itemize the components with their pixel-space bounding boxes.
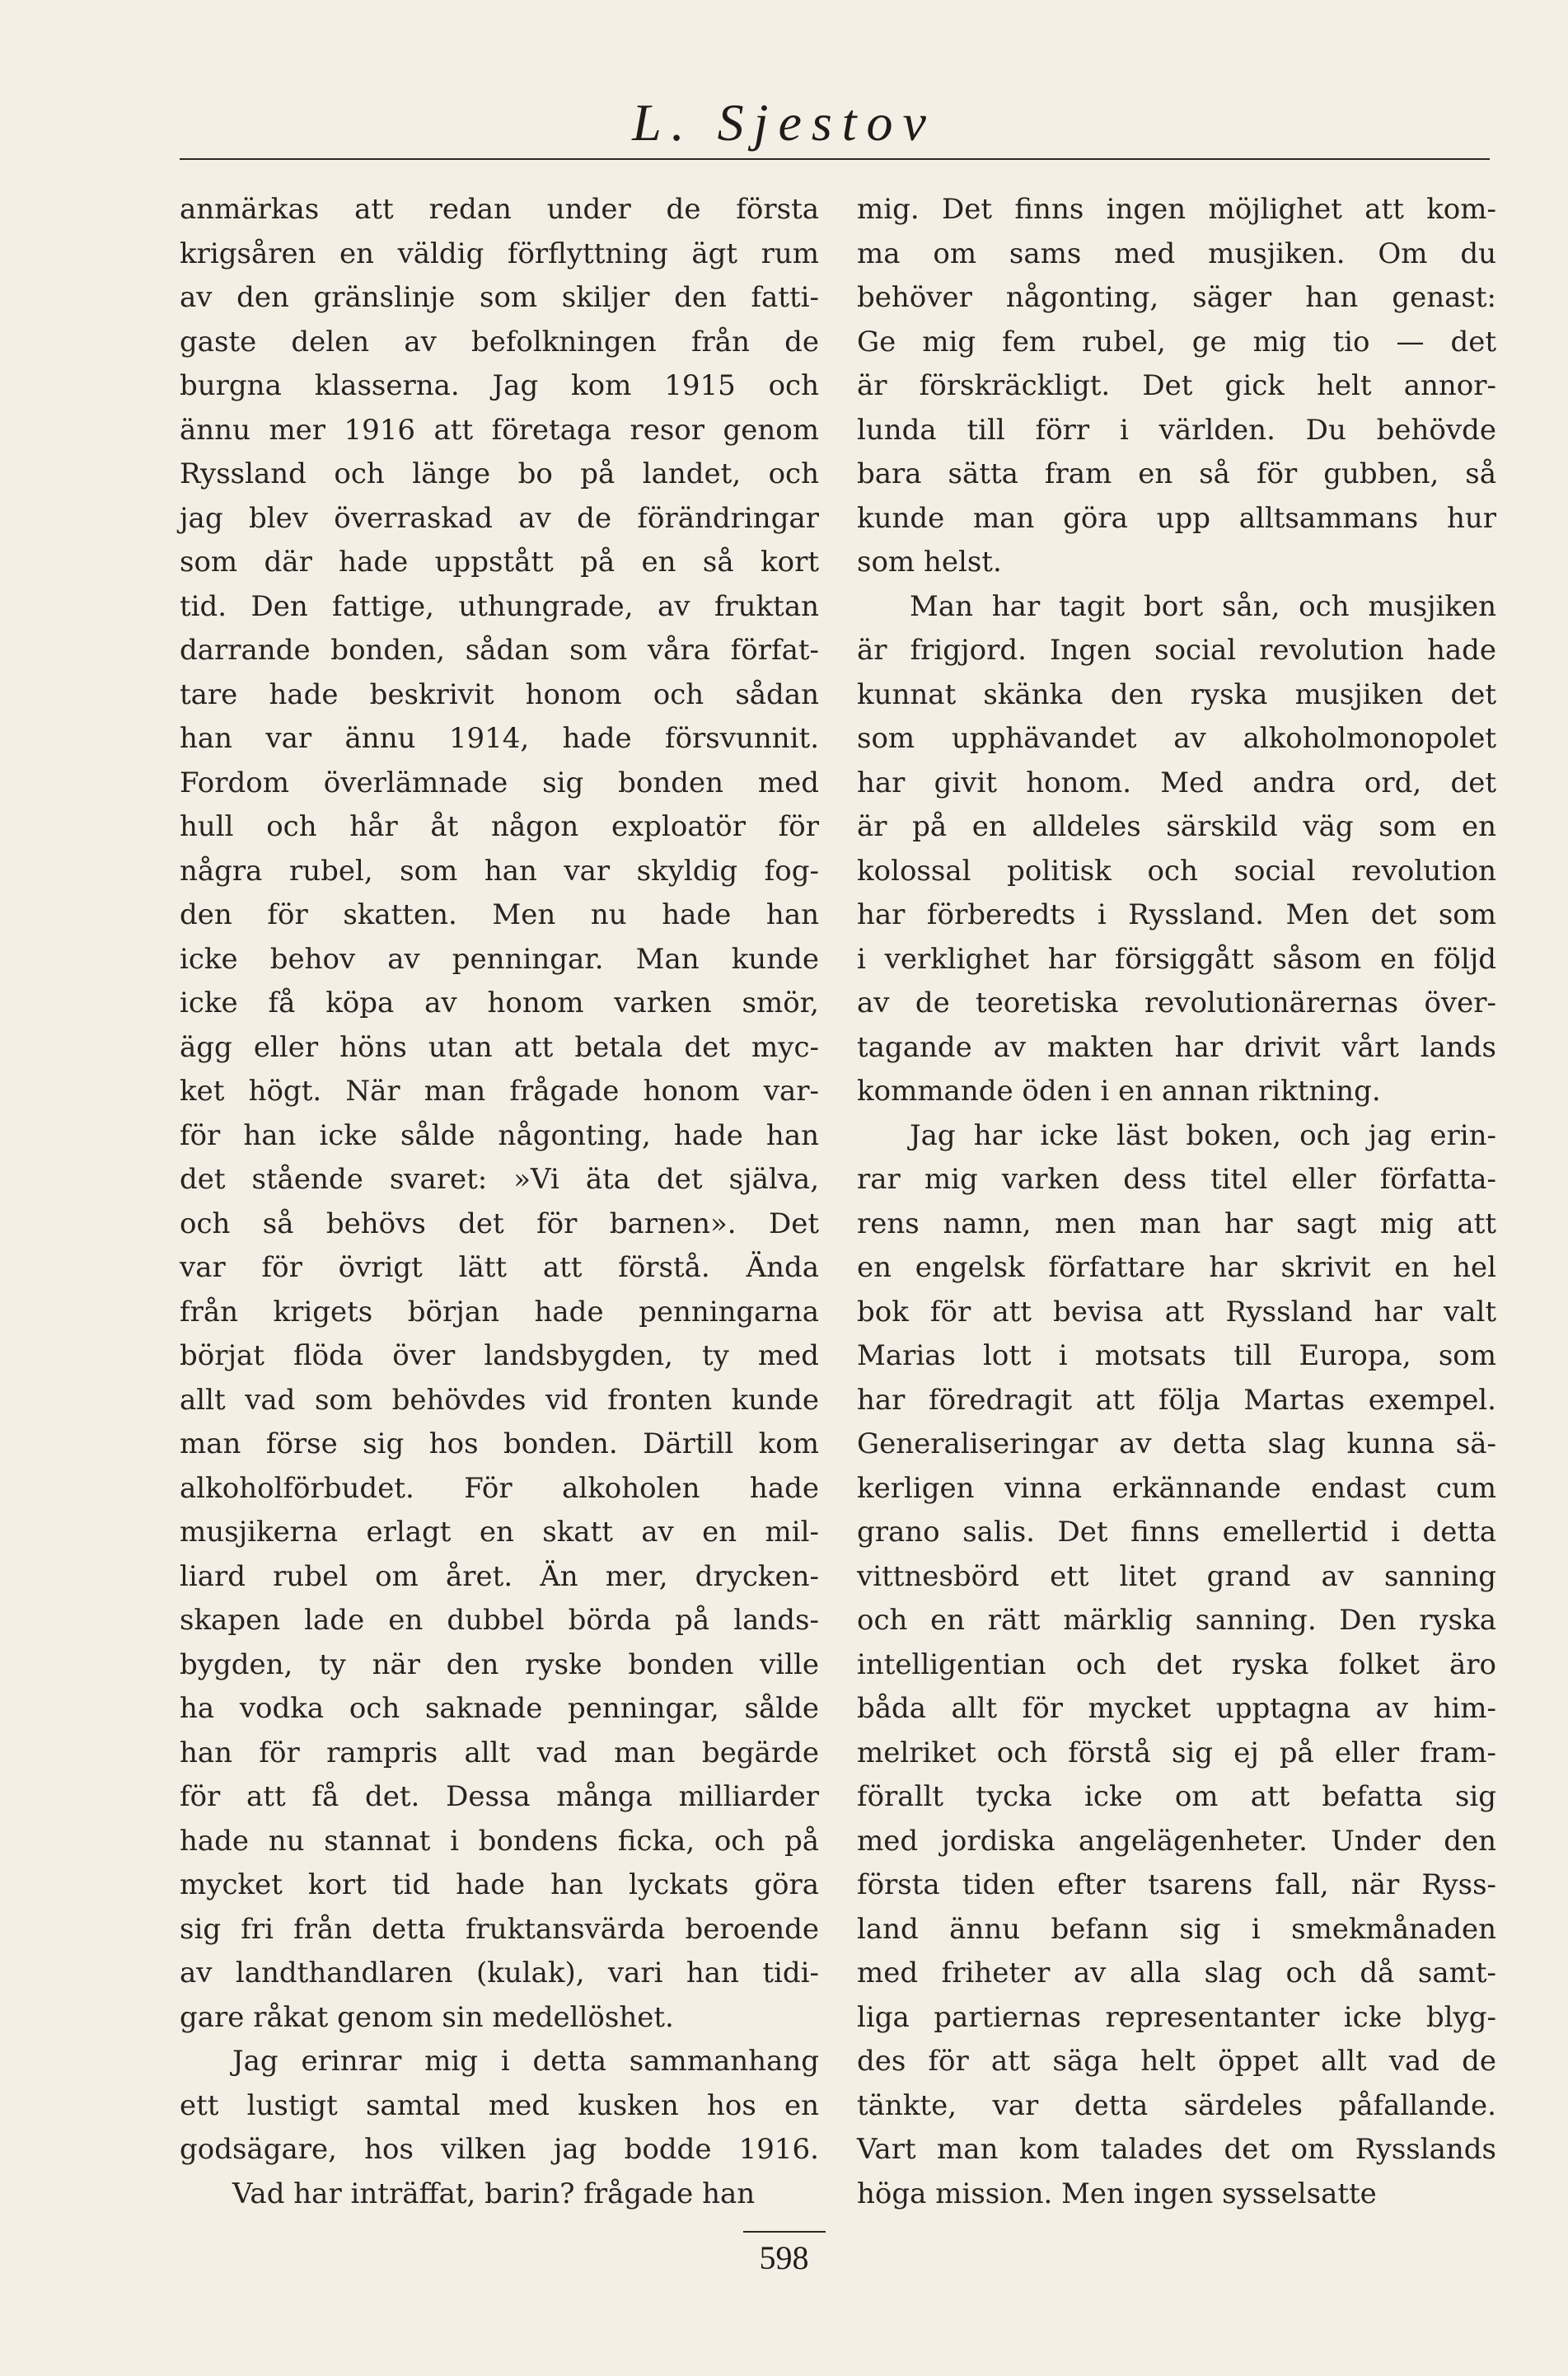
text-line: tänkte, var detta särdeles påfallande. <box>857 2088 1496 2122</box>
text-line: ännu mer 1916 att företaga resor genom <box>180 413 819 447</box>
text-line: skapen lade en dubbel börda på lands- <box>180 1604 819 1637</box>
text-line: rens namn, men man har sagt mig att <box>857 1207 1496 1240</box>
text-line: burgna klasserna. Jag kom 1915 och <box>180 369 819 402</box>
text-line: börjat flöda över landsbygden, ty med <box>180 1339 819 1372</box>
right-text-column <box>857 188 1496 2216</box>
text-line: av de teoretiska revolutionärernas över- <box>857 986 1496 1019</box>
text-line: melriket och förstå sig ej på eller fram- <box>857 1736 1496 1769</box>
text-line: Jag erinrar mig i detta sammanhang <box>232 2045 819 2078</box>
text-line: liga partiernas representanter icke blyg- <box>857 2000 1496 2034</box>
text-line: allt vad som behövdes vid fronten kunde <box>180 1383 819 1417</box>
text-line: kolossal politisk och social revolution <box>857 854 1496 888</box>
text-line: och så behövs det för barnen». Det <box>180 1207 819 1240</box>
text-line: bygden, ty när den ryske bonden ville <box>180 1647 819 1681</box>
text-line: tid. Den fattige, uthungrade, av fruktan <box>180 589 819 623</box>
text-line: är frigjord. Ingen social revolution hade <box>857 634 1496 667</box>
text-line: med jordiska angelägenheter. Under den <box>857 1824 1496 1858</box>
text-line: gaste delen av befolkningen från de <box>180 325 819 359</box>
text-line: var för övrigt lätt att förstå. Ända <box>180 1251 819 1284</box>
text-line: ha vodka och saknade penningar, sålde <box>180 1692 819 1725</box>
text-line: man förse sig hos bonden. Därtill kom <box>180 1427 819 1460</box>
text-line: kunnat skänka den ryska musjiken det <box>857 677 1496 711</box>
text-line: vittnesbörd ett litet grand av sanning <box>857 1559 1496 1593</box>
text-line: Ge mig fem rubel, ge mig tio — det <box>857 325 1496 359</box>
text-line: kommande öden i en annan riktning. <box>857 1075 1381 1108</box>
text-line: som där hade uppstått på en så kort <box>180 546 819 579</box>
text-line: i verklighet har försiggått såsom en följd <box>857 942 1496 976</box>
text-line: av den gränslinje som skiljer den fatti- <box>180 281 819 314</box>
text-line: har förberedts i Ryssland. Men det som <box>857 898 1496 931</box>
text-line: båda allt för mycket upptagna av him- <box>857 1692 1496 1725</box>
text-line: och en rätt märklig sanning. Den ryska <box>857 1604 1496 1637</box>
text-line: hull och hår åt någon exploatör för <box>180 810 819 843</box>
text-line: bara sätta fram en så för gubben, så <box>857 457 1496 490</box>
text-line: det stående svaret: »Vi äta det själva, <box>180 1163 819 1196</box>
text-line: är förskräckligt. Det gick helt annor- <box>857 369 1496 402</box>
text-line: Jag har icke läst boken, och jag erin- <box>910 1118 1496 1152</box>
text-line: Vad har inträffat, barin? frågade han <box>232 2177 756 2210</box>
text-line: darrande bonden, sådan som våra förfat- <box>180 634 819 667</box>
text-line: en engelsk författare har skrivit en hel <box>857 1251 1496 1284</box>
header-rule <box>180 158 1490 160</box>
text-line: kerligen vinna erkännande endast cum <box>857 1471 1496 1505</box>
text-line: den för skatten. Men nu hade han <box>180 898 819 931</box>
text-line: han var ännu 1914, hade försvunnit. <box>180 722 819 755</box>
text-line: icke behov av penningar. Man kunde <box>180 942 819 976</box>
text-line: för att få det. Dessa många milliarder <box>180 1780 819 1813</box>
text-line: kunde man göra upp alltsammans hur <box>857 501 1496 535</box>
left-text-column <box>180 188 819 2216</box>
text-line: med friheter av alla slag och då samt- <box>857 1957 1496 1989</box>
text-line: alkoholförbudet. För alkoholen hade <box>180 1471 819 1505</box>
text-line: land ännu befann sig i smekmånaden <box>857 1912 1496 1946</box>
text-line: från krigets början hade penningarna <box>180 1295 819 1329</box>
text-line: tare hade beskrivit honom och sådan <box>180 677 819 711</box>
text-line: godsägare, hos vilken jag bodde 1916. <box>180 2133 819 2166</box>
text-line: intelligentian och det ryska folket äro <box>857 1647 1496 1681</box>
text-line: ägg eller höns utan att betala det myc- <box>180 1030 819 1064</box>
text-line: tagande av makten har drivit vårt lands <box>857 1030 1496 1064</box>
text-line: Man har tagit bort sån, och musjiken <box>910 589 1496 623</box>
page-number: 598 <box>759 2239 809 2276</box>
text-line: mycket kort tid hade han lyckats göra <box>180 1868 819 1901</box>
text-line: ket högt. När man frågade honom var- <box>180 1075 819 1108</box>
text-line: liard rubel om året. Än mer, drycken- <box>180 1559 819 1593</box>
text-line: behöver någonting, säger han genast: <box>857 281 1496 314</box>
text-line: av landthandlaren (kulak), vari han tidi- <box>180 1957 819 1989</box>
text-line: lunda till förr i världen. Du behövde <box>857 413 1496 447</box>
text-line: han för rampris allt vad man begärde <box>180 1736 819 1769</box>
text-line: som helst. <box>857 546 1002 579</box>
text-line: rar mig varken dess titel eller författa- <box>857 1163 1496 1196</box>
text-line: ma om sams med musjiken. Om du <box>857 237 1496 270</box>
text-line: jag blev överraskad av de förändringar <box>180 501 819 535</box>
text-line: är på en alldeles särskild väg som en <box>857 810 1496 843</box>
page-number-rule <box>743 2231 826 2233</box>
text-line: gare råkat genom sin medellöshet. <box>180 2000 674 2034</box>
text-line: icke få köpa av honom varken smör, <box>180 986 819 1019</box>
text-line: för han icke sålde någonting, hade han <box>180 1118 819 1152</box>
text-line: sig fri från detta fruktansvärda beroende <box>180 1912 819 1946</box>
text-line: ett lustigt samtal med kusken hos en <box>180 2088 819 2122</box>
text-line: anmärkas att redan under de första <box>180 193 819 226</box>
text-line: des för att säga helt öppet allt vad de <box>857 2045 1496 2078</box>
text-line: några rubel, som han var skyldig fog- <box>180 854 819 888</box>
text-line: har givit honom. Med andra ord, det <box>857 766 1496 799</box>
text-line: höga mission. Men ingen sysselsatte <box>857 2177 1377 2210</box>
text-line: musjikerna erlagt en skatt av en mil- <box>180 1516 819 1549</box>
text-line: Generaliseringar av detta slag kunna sä- <box>857 1427 1496 1460</box>
text-line: Vart man kom talades det om Rysslands <box>857 2133 1496 2166</box>
text-line: grano salis. Det finns emellertid i detta <box>857 1516 1496 1549</box>
text-line: har föredragit att följa Martas exempel. <box>857 1383 1496 1417</box>
text-line: som upphävandet av alkoholmonopolet <box>857 722 1496 755</box>
text-line: Fordom överlämnade sig bonden med <box>180 766 819 799</box>
text-line: första tiden efter tsarens fall, när Ryss- <box>857 1868 1496 1901</box>
text-line: bok för att bevisa att Ryssland har valt <box>857 1295 1496 1329</box>
text-line: mig. Det finns ingen möjlighet att kom- <box>857 193 1496 226</box>
running-head: L. Sjestov <box>632 93 936 152</box>
text-line: hade nu stannat i bondens ficka, och på <box>180 1824 819 1858</box>
text-line: förallt tycka icke om att befatta sig <box>857 1780 1496 1813</box>
text-line: Ryssland och länge bo på landet, och <box>180 457 819 490</box>
text-line: krigsåren en väldig förflyttning ägt rum <box>180 237 819 270</box>
text-line: Marias lott i motsats till Europa, som <box>857 1339 1496 1372</box>
